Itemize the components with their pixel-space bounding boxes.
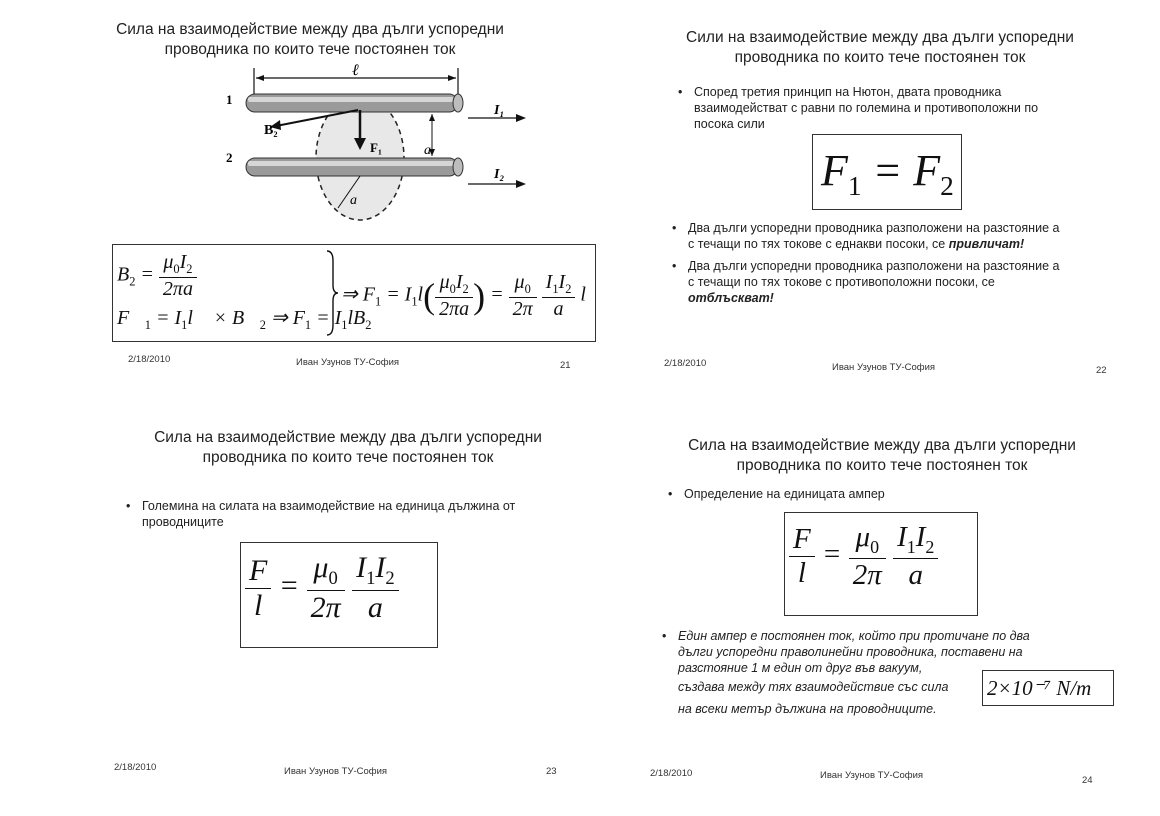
i2-label: I₂ (494, 167, 505, 182)
slide-22-date: 2/18/2010 (664, 358, 707, 369)
slide-21-date: 2/18/2010 (128, 354, 171, 365)
slide-22-title: Сили на взаимодействие между два дълги успоредни проводника по които тече постоянен ток (686, 29, 1074, 66)
slide-22-bullet-2: • Два дълги успоредни проводника разположени на разстояние a с течащи по тях токове с еднакви посоки, се привличат! (672, 221, 1060, 251)
a-radius-label: a (350, 193, 357, 208)
slide-24-bullet-2: • Един ампер е постоянен ток, който при протичане по два дълги успоредни праволинейни проводника, поставени на разстояние 1 м един от друг във вакуум, създава между тях взаимодействие със сила на всеки метър дължина на проводниците. (662, 629, 1030, 716)
slide-24-bullet-1: • Определение на единицата ампер (668, 487, 885, 501)
slide-24-page: 24 (1082, 775, 1093, 786)
slide-24-formula: $\frac{F}{l}$ = $\frac{\mu_0}{2\pi}$ $\frac{I_1I_2}{a}$ (784, 512, 978, 616)
slide-22-author: Иван Узунов ТУ-София (832, 362, 936, 373)
force-value-box: 2×10⁻⁷ N/m (982, 670, 1114, 706)
slide-23-formula: $\frac{F}{l}$ = $\frac{\mu_0}{2\pi}$ $\frac{I_1I_2}{a}$ (240, 542, 438, 648)
slide-21-title: Сила на взаимодействие между два дълги успоредни проводника по които тече постоянен ток (116, 21, 504, 58)
slide-24 (580, 408, 1160, 816)
slide-23 (0, 408, 580, 816)
wire2-label: 2 (226, 150, 233, 165)
slide-24-date: 2/18/2010 (650, 768, 693, 779)
slide-22-formula: $F_1 = F_2$ (812, 134, 962, 210)
slide-22-bullet-3: • Два дълги успоредни проводника разположени на разстояние a с течащи по тях токове с противоположни посоки, се отблъскват! (672, 259, 1060, 305)
parallel-wires-figure (218, 62, 548, 234)
slide-21 (0, 0, 586, 408)
slide-23-bullet-1: • Големина на силата на взаимодействие на единица дължина от проводниците (126, 499, 516, 529)
slide-21-author: Иван Узунов ТУ-София (296, 357, 400, 368)
f1-label: F₁ (370, 140, 382, 155)
slide-23-title: Сила на взаимодействие между два дълги успоредни проводника по които тече постоянен ток (154, 429, 542, 466)
b2-label: B₂ (264, 123, 278, 138)
slide-21-page: 21 (560, 360, 571, 371)
slide-22-bullet-1: • Според третия принцип на Нютон, двата проводника взаимодействат с равни по големина и противоположни по посока сили (678, 85, 1039, 131)
slide-23-page: 23 (546, 766, 557, 777)
slide-22 (580, 0, 1160, 408)
slide-24-author: Иван Узунов ТУ-София (820, 770, 924, 781)
i1-label: I₁ (494, 103, 505, 118)
slide-23-date: 2/18/2010 (114, 762, 157, 773)
slide-24-title: Сила на взаимодействие между два дълги успоредни проводника по които тече постоянен ток (688, 437, 1076, 474)
slide-21-formula: $B_2$ = $\frac{\mu_0I_2}{2\pi a}$ $F⃗_1$ = $I_1l⃗$ × $B⃗_2$ ⇒ $F_1 = I_1lB_2$ ⇒ $F_1 = I_1l$( $\frac{\mu_0I_2}{2\pi a}$ ) = $\frac{\mu_0}{2\pi}$ $\frac{I_1I_2}{a}$ l (112, 244, 596, 342)
length-label: ℓ (352, 62, 359, 79)
slide-22-page: 22 (1096, 365, 1107, 376)
a-distance-label: a (424, 143, 431, 158)
wire1-label: 1 (226, 92, 233, 107)
slide-23-author: Иван Узунов ТУ-София (284, 766, 388, 777)
